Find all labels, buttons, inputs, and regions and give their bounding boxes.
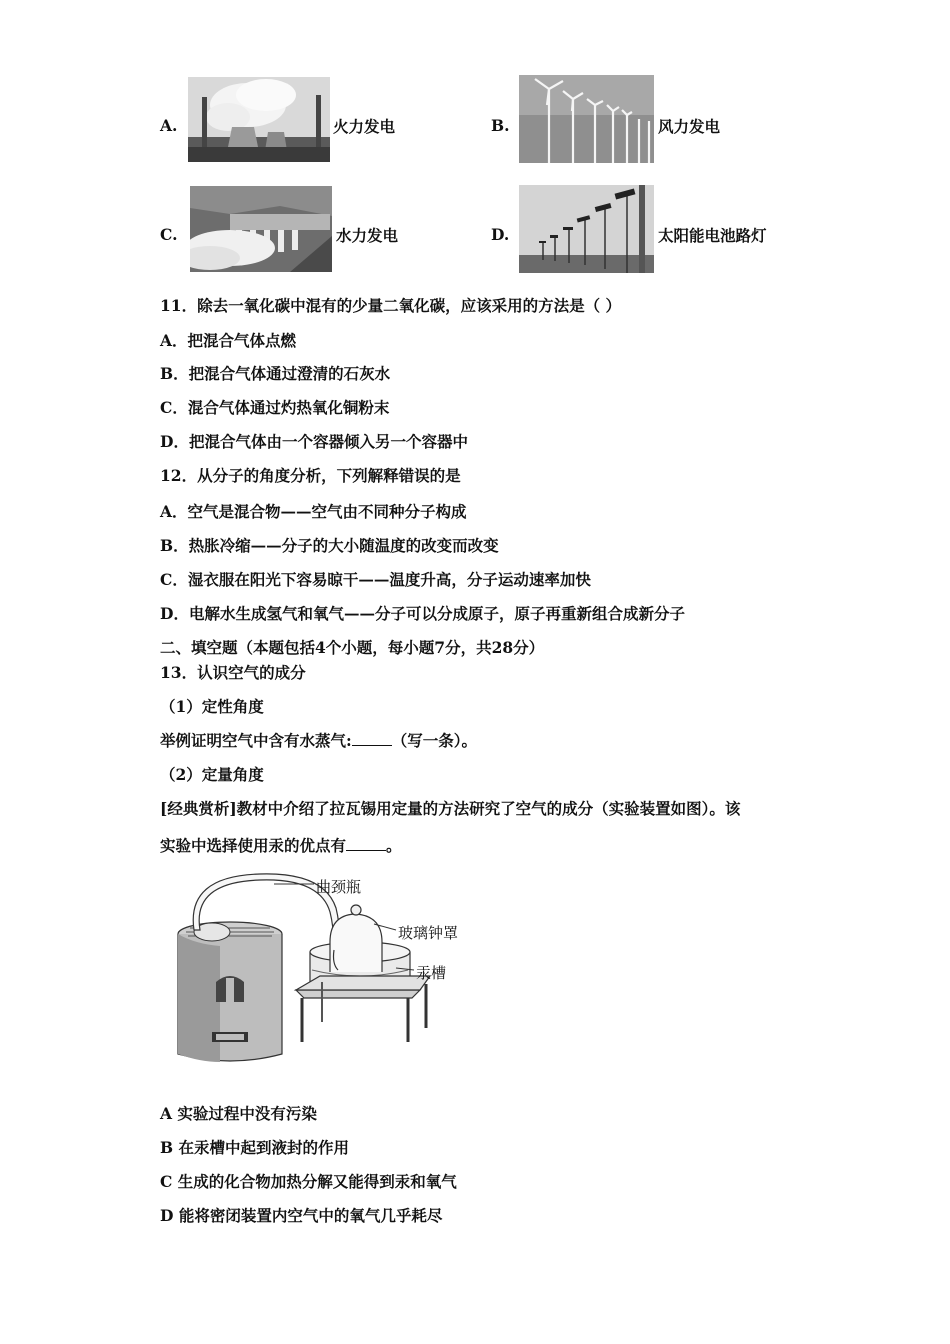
question-12-option-c: C．湿衣服在阳光下容易晾干——温度升高，分子运动速率加快 [160,570,591,589]
question-12-stem: 12．从分子的角度分析，下列解释错误的是 [160,466,461,485]
question-11-option-c: C．混合气体通过灼热氧化铜粉末 [160,398,390,417]
question-12-option-a: A．空气是混合物——空气由不同种分子构成 [160,502,467,521]
question-11-option-b: B．把混合气体通过澄清的石灰水 [160,364,391,383]
question-13-part2-text-line2 [160,836,402,856]
answer-blank-1[interactable] [352,731,392,746]
question-13-option-b: B 在汞槽中起到液封的作用 [160,1138,349,1157]
option-letter-c: C. [160,225,178,244]
question-13-part1-text [160,731,477,751]
question-12-option-b: B．热胀冷缩——分子的大小随温度的改变而改变 [160,536,499,555]
part1-text-b: （写一条）。 [391,731,477,750]
question-13-part1-title: （1）定性角度 [160,697,264,716]
option-letter-b: B. [491,116,510,135]
question-11-stem: 11．除去一氧化碳中混有的少量二氧化碳，应该采用的方法是（ ） [160,296,621,315]
solar-streetlight-image [519,185,654,273]
thermal-power-image [188,77,330,162]
part1-text-a: 举例证明空气中含有水蒸气: [160,731,352,750]
question-13-option-c: C 生成的化合物加热分解又能得到汞和氧气 [160,1172,457,1191]
caption-solar-streetlight: 太阳能电池路灯 [658,226,767,245]
caption-hydro-power: 水力发电 [336,226,399,245]
question-12-option-d: D．电解水生成氢气和氧气——分子可以分成原子，原子再重新组合成新分子 [160,604,685,623]
question-13-part2-title: （2）定量角度 [160,765,264,784]
question-13-part2-text-line1: [经典赏析]教材中介绍了拉瓦锡用定量的方法研究了空气的成分（实验装置如图）。该 [160,799,741,818]
part2-text-a: 实验中选择使用汞的优点有 [160,836,347,855]
caption-thermal-power: 火力发电 [333,117,396,136]
section-heading: 二、填空题（本题包括4个小题，每小题7分，共28分） [160,638,545,657]
option-letter-a: A. [160,116,178,135]
question-13-option-a: A 实验过程中没有污染 [160,1104,317,1123]
answer-blank-2[interactable] [346,836,386,851]
option-letter-d: D. [491,225,510,244]
wind-power-image [519,75,654,163]
hydro-power-image [190,186,332,272]
question-11-option-a: A．把混合气体点燃 [160,331,297,350]
question-13-option-d: D 能将密闭装置内空气中的氧气几乎耗尽 [160,1206,443,1225]
label-bell-jar: 玻璃钟罩 [398,924,459,942]
label-mercury-trough: 汞槽 [416,964,447,982]
part2-text-b: 。 [386,836,402,855]
lavoisier-apparatus-diagram [170,872,480,1068]
label-retort: 曲颈瓶 [316,878,362,896]
question-13-stem: 13．认识空气的成分 [160,663,306,682]
question-11-option-d: D．把混合气体由一个容器倾入另一个容器中 [160,432,468,451]
caption-wind-power: 风力发电 [658,117,721,136]
